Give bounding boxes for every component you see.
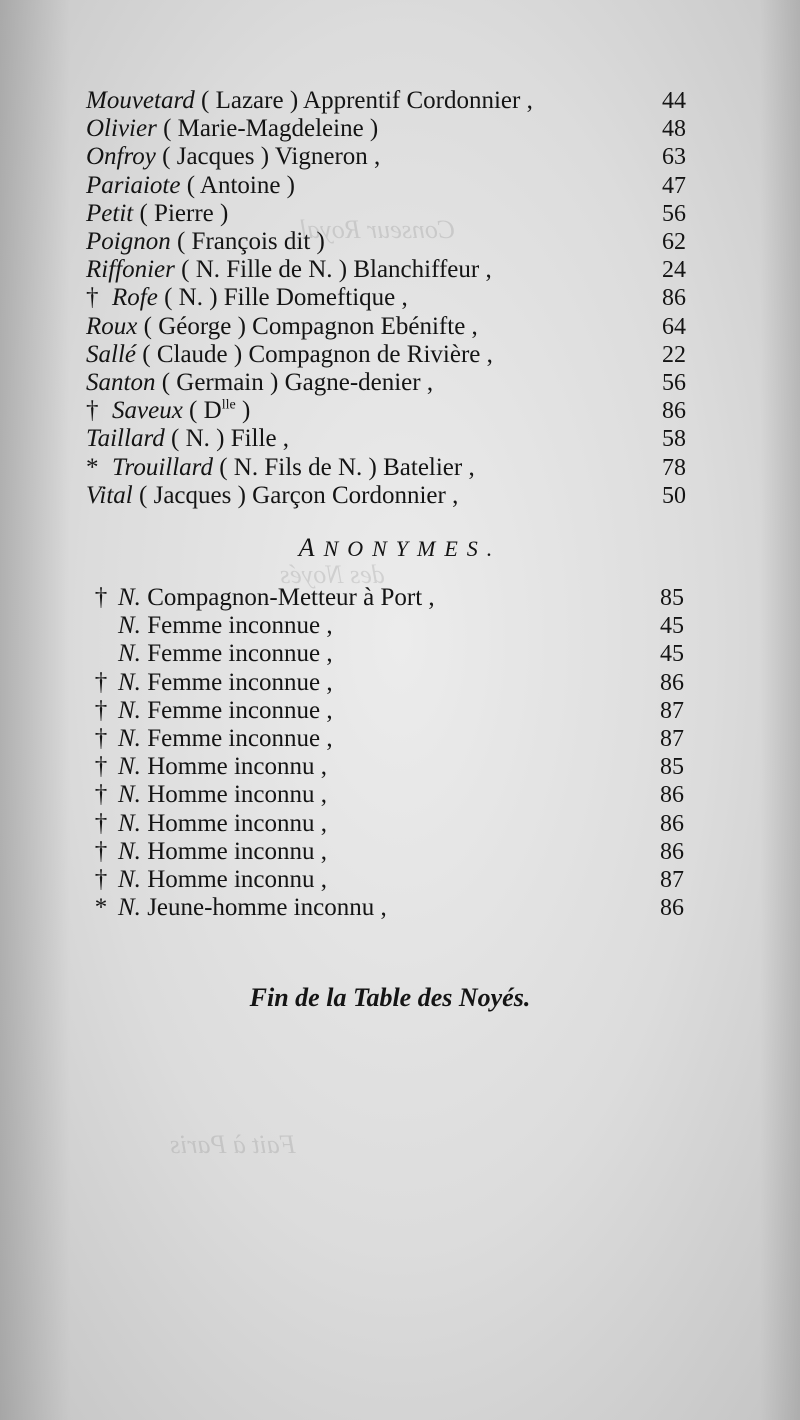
dagger-mark: † [94, 696, 108, 724]
index-entry [84, 668, 684, 698]
page-number: 45 [660, 641, 684, 668]
entry-text [84, 668, 333, 698]
page-number: 86 [660, 669, 684, 696]
entry-text [86, 340, 493, 370]
entry-detail: Homme inconnu , [147, 753, 328, 781]
page-number: 50 [662, 482, 686, 509]
entry-text [86, 368, 433, 398]
entry-detail: ( Lazare ) Apprentif Cordonnier , [201, 87, 533, 114]
page-number: 85 [660, 754, 684, 781]
page-number: 86 [660, 838, 684, 865]
entry-detail: ( Jacques ) Vigneron , [162, 143, 381, 171]
page-number: 87 [660, 697, 684, 724]
index-entry [84, 809, 684, 839]
index-entry [84, 639, 684, 669]
entry-name: Pariaiote [86, 171, 181, 199]
entry-detail: Jeune-homme inconnu , [147, 894, 387, 922]
entry-text [86, 199, 228, 229]
entry-text [86, 114, 378, 144]
page-number: 85 [660, 585, 684, 611]
entry-name: Onfroy [86, 143, 156, 171]
page-number: 86 [662, 285, 686, 312]
index-entry [86, 481, 686, 511]
dagger-mark: † [86, 397, 99, 425]
entry-text [84, 583, 435, 613]
entry-text [84, 893, 387, 923]
page-number: 56 [662, 200, 686, 227]
entry-text [84, 724, 333, 754]
entry-name: N. [118, 894, 141, 922]
index-entry [84, 696, 684, 726]
entry-detail: ( N. ) Fille , [171, 425, 290, 453]
entry-detail: ( Jacques ) Garçon Cordonnier , [139, 481, 459, 509]
entry-text [86, 86, 533, 116]
entry-detail: ( N. Fille de N. ) Blanchiffeur , [181, 256, 492, 284]
page-number: 86 [660, 782, 684, 809]
entry-detail: ( Géorge ) Compagnon Ebénifte , [143, 312, 478, 340]
show-through-text: Conseur Royal [300, 215, 456, 244]
entry-name: Olivier [86, 115, 157, 143]
index-entry [86, 171, 686, 201]
dagger-mark: † [94, 809, 108, 837]
entry-text [84, 837, 327, 867]
index-entry [84, 780, 684, 810]
entry-detail: ( N. ) Fille Domeftique , [164, 284, 408, 312]
entry-superscript: lle [221, 397, 236, 413]
page-number: 86 [660, 810, 684, 837]
entry-detail: ( Pierre ) [139, 199, 229, 227]
index-entry [86, 453, 686, 483]
entry-text [84, 639, 333, 669]
index-entry [84, 611, 684, 641]
page-number: 48 [662, 116, 686, 143]
entry-text [86, 424, 289, 454]
index-entry [86, 396, 686, 426]
entry-name: N. [118, 809, 141, 837]
asterisk-mark: * [86, 453, 99, 481]
page-number: 86 [662, 398, 686, 425]
page-number: 86 [660, 895, 684, 922]
entry-name: N. [118, 612, 141, 640]
page-number: 87 [660, 726, 684, 752]
entry-text [84, 611, 333, 641]
entry-detail: Femme inconnue , [147, 668, 333, 696]
entry-detail: Homme inconnu , [147, 781, 328, 809]
entry-name: Roux [86, 312, 138, 340]
index-entry [86, 114, 686, 144]
entry-name: Rofe [112, 284, 158, 312]
entry-detail: Femme inconnue , [147, 612, 333, 640]
section-heading-rest: NONYMES. [323, 536, 502, 561]
entry-name: Santon [86, 369, 156, 396]
entry-detail: Femme inconnue , [147, 640, 333, 668]
index-entry [86, 255, 686, 285]
index-entry [84, 837, 684, 867]
dagger-mark: † [86, 284, 99, 312]
entry-name: Vital [86, 481, 133, 509]
entry-name: N. [118, 668, 141, 696]
entry-detail-end: ) [235, 397, 251, 425]
page-number: 24 [662, 257, 686, 284]
index-entry [86, 199, 686, 229]
entry-name: N. [118, 696, 141, 724]
entry-text [86, 255, 492, 285]
dagger-mark: † [94, 668, 108, 696]
page-number: 22 [662, 341, 686, 368]
page-number: 58 [662, 426, 686, 453]
index-entry [84, 893, 684, 923]
entry-detail: ( D [189, 397, 222, 425]
show-through-text: des Noyés [280, 560, 385, 589]
index-entry [86, 340, 686, 370]
index-entry [86, 424, 686, 454]
entry-name: Poignon [86, 228, 171, 255]
entry-name: Mouvetard [86, 87, 195, 114]
entry-name: N. [118, 640, 141, 668]
section-heading-initial: A [298, 533, 324, 562]
dagger-mark: † [94, 866, 108, 893]
dagger-mark: † [94, 781, 108, 809]
entry-detail: Homme inconnu , [147, 866, 328, 893]
index-entry [86, 86, 686, 116]
page-number: 45 [660, 613, 684, 640]
entry-name: Sallé [86, 340, 136, 368]
entry-detail: Homme inconnu , [147, 809, 328, 837]
entry-name: Trouillard [112, 453, 213, 481]
entry-text [84, 752, 327, 782]
index-entry [84, 752, 684, 782]
entry-name: Saveux [112, 397, 183, 425]
entry-detail: Femme inconnue , [147, 725, 333, 752]
entry-name: Riffonier [86, 256, 175, 284]
entry-detail: Compagnon-Metteur à Port , [147, 584, 435, 611]
page-number: 63 [662, 144, 686, 171]
entry-detail: ( Claude ) Compagnon de Rivière , [142, 340, 493, 368]
entry-text [86, 142, 380, 172]
entry-detail: ( N. Fils de N. ) Batelier , [219, 453, 475, 481]
entry-text [86, 396, 250, 426]
page-number: 62 [662, 229, 686, 255]
entry-detail: Femme inconnue , [147, 696, 333, 724]
asterisk-mark: * [94, 894, 108, 922]
entry-detail: ( Marie-Magdeleine ) [163, 115, 379, 143]
entry-name: N. [118, 725, 141, 752]
section-heading-anonymes [0, 533, 800, 563]
index-entry [84, 724, 684, 754]
dagger-mark: † [94, 753, 108, 781]
entry-detail: ( Antoine ) [186, 171, 296, 199]
index-entry [86, 142, 686, 172]
end-note: Fin de la Table des Noyés. [249, 983, 531, 1012]
entry-name: Petit [86, 199, 134, 227]
entry-name: Taillard [86, 425, 165, 453]
entry-text [86, 312, 478, 342]
index-entry [84, 865, 684, 895]
entry-name: N. [118, 837, 141, 865]
entry-text [84, 780, 327, 810]
index-entry [86, 312, 686, 342]
entry-name: N. [118, 584, 141, 611]
index-entry [86, 283, 686, 313]
entry-detail: ( François dit ) [176, 228, 325, 255]
entry-text [86, 453, 475, 483]
entry-text [84, 696, 333, 726]
page-number: 47 [662, 172, 686, 199]
index-entry [84, 583, 684, 613]
entry-name: N. [118, 866, 141, 893]
page-number: 56 [662, 370, 686, 396]
entry-text [86, 171, 295, 201]
dagger-mark: † [94, 725, 108, 752]
entry-text [84, 865, 327, 895]
show-through-text: Fait à Paris [170, 1130, 296, 1159]
entry-detail: ( Germain ) Gagne-denier , [161, 369, 434, 396]
dagger-mark: † [94, 837, 108, 865]
entry-text [84, 809, 327, 839]
dagger-mark: † [94, 584, 108, 611]
entry-text [86, 481, 458, 511]
page-number: 44 [662, 88, 686, 114]
index-entry [86, 227, 686, 257]
entry-detail: Homme inconnu , [147, 837, 328, 865]
page-number: 87 [660, 867, 684, 893]
page-number: 78 [662, 454, 686, 481]
page-number: 64 [662, 313, 686, 340]
entry-name: N. [118, 753, 141, 781]
entry-text [86, 283, 408, 313]
entry-text [86, 227, 325, 257]
index-entry [86, 368, 686, 398]
entry-name: N. [118, 781, 141, 809]
